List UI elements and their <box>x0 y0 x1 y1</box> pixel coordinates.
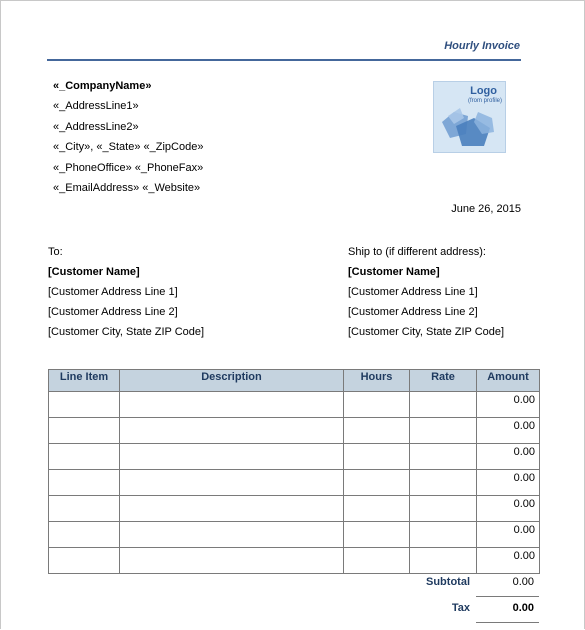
cell-amount: 0.00 <box>477 470 540 496</box>
ship-to-address-2[interactable]: [Customer Address Line 2] <box>348 306 478 318</box>
invoice-date[interactable]: June 26, 2015 <box>451 203 521 215</box>
cell-line-item[interactable] <box>49 418 120 444</box>
column-header-amount: Amount <box>477 370 540 392</box>
table-row <box>49 444 540 470</box>
table-row <box>49 496 540 522</box>
cell-amount: 0.00 <box>477 444 540 470</box>
cell-line-item[interactable] <box>49 496 120 522</box>
cell-rate[interactable] <box>410 418 477 444</box>
bill-to-address-2[interactable]: [Customer Address Line 2] <box>48 306 178 318</box>
cell-amount: 0.00 <box>477 496 540 522</box>
table-header-row <box>49 370 540 392</box>
cell-hours[interactable] <box>344 470 410 496</box>
cell-rate[interactable] <box>410 496 477 522</box>
cell-hours[interactable] <box>344 392 410 418</box>
cell-description[interactable] <box>120 496 344 522</box>
bill-to-address-1[interactable]: [Customer Address Line 1] <box>48 286 178 298</box>
company-name[interactable]: «_CompanyName» <box>53 80 152 92</box>
ship-to-block <box>348 246 504 346</box>
ship-to-name[interactable]: [Customer Name] <box>348 266 440 278</box>
bill-to-label: To: <box>48 246 63 258</box>
logo-sublabel: (from profile) <box>467 98 502 104</box>
bill-to-city[interactable]: [Customer City, State ZIP Code] <box>48 326 205 338</box>
logo-label: Logo <box>470 85 497 97</box>
cell-description[interactable] <box>120 418 344 444</box>
bill-to-block <box>48 246 204 346</box>
subtotal-rule <box>476 596 539 597</box>
cell-line-item[interactable] <box>49 522 120 548</box>
address-line-1[interactable]: «_AddressLine1» <box>53 100 139 113</box>
column-header-rate: Rate <box>410 370 477 392</box>
line-items-table <box>48 369 540 574</box>
cell-line-item[interactable] <box>49 444 120 470</box>
tax-rule <box>476 622 539 623</box>
invoice-title: Hourly Invoice <box>444 40 520 52</box>
title-rule <box>47 59 521 61</box>
bill-to-name[interactable]: [Customer Name] <box>48 266 140 278</box>
column-header-description: Description <box>120 370 344 392</box>
subtotal-value: 0.00 <box>512 576 534 588</box>
cell-hours[interactable] <box>344 548 410 574</box>
email-website[interactable]: «_EmailAddress» «_Website» <box>53 181 201 194</box>
cell-amount: 0.00 <box>477 392 540 418</box>
cell-hours[interactable] <box>344 418 410 444</box>
ship-to-address-1[interactable]: [Customer Address Line 1] <box>348 286 478 298</box>
cell-hours[interactable] <box>344 522 410 548</box>
cell-description[interactable] <box>120 392 344 418</box>
cell-description[interactable] <box>120 522 344 548</box>
cell-line-item[interactable] <box>49 470 120 496</box>
cell-rate[interactable] <box>410 522 477 548</box>
ship-to-label: Ship to (if different address): <box>348 246 486 258</box>
cell-hours[interactable] <box>344 496 410 522</box>
table-row <box>49 470 540 496</box>
cell-hours[interactable] <box>344 444 410 470</box>
table-row <box>49 392 540 418</box>
phone-fax[interactable]: «_PhoneOffice» «_PhoneFax» <box>53 161 204 174</box>
cell-rate[interactable] <box>410 548 477 574</box>
cell-line-item[interactable] <box>49 548 120 574</box>
cell-amount: 0.00 <box>477 418 540 444</box>
table-row <box>49 522 540 548</box>
city-state-zip[interactable]: «_City», «_State» «_ZipCode» <box>53 141 204 154</box>
cell-rate[interactable] <box>410 392 477 418</box>
cell-amount: 0.00 <box>477 548 540 574</box>
table-row <box>49 548 540 574</box>
cell-amount: 0.00 <box>477 522 540 548</box>
cell-description[interactable] <box>120 548 344 574</box>
cell-rate[interactable] <box>410 470 477 496</box>
cell-rate[interactable] <box>410 444 477 470</box>
cell-description[interactable] <box>120 444 344 470</box>
ship-to-city[interactable]: [Customer City, State ZIP Code] <box>348 326 505 338</box>
sender-block <box>53 79 203 201</box>
address-line-2[interactable]: «_AddressLine2» <box>53 120 139 133</box>
table-row <box>49 418 540 444</box>
logo-image[interactable] <box>433 81 506 153</box>
column-header-hours: Hours <box>344 370 410 392</box>
subtotal-label: Subtotal <box>426 576 470 588</box>
tax-value[interactable]: 0.00 <box>512 602 534 614</box>
cell-description[interactable] <box>120 470 344 496</box>
tax-label: Tax <box>451 602 470 614</box>
column-header-line-item: Line Item <box>49 370 120 392</box>
cell-line-item[interactable] <box>49 392 120 418</box>
